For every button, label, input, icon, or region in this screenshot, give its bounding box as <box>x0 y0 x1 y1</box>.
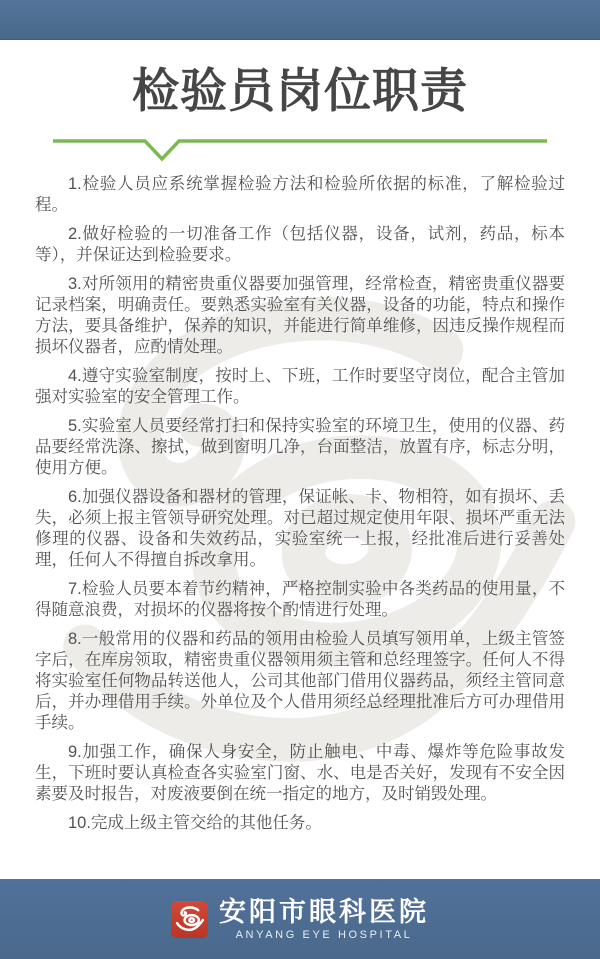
duty-paragraph-8: 8.一般常用的仪器和药品的领用由检验人员填写领用单，上级主管签字后，在库房领取，精密贵重仪器领用须主管和总经理签字。任何人不得将实验室任何物品转送他人，公司其他部门借用仪器药品，须经主管同意后，并办理借用手续。外单位及个人借用须经总经理批准后方可办理借用手续。 <box>35 630 565 732</box>
top-bar <box>0 0 600 40</box>
duty-paragraph-10: 10.完成上级主管交给的其他任务。 <box>68 814 322 832</box>
duty-list <box>35 174 565 842</box>
hospital-name-zh: 安阳市眼科医院 <box>219 896 429 927</box>
duty-paragraph-3: 3.对所领用的精密贵重仪器要加强管理，经常检查，精密贵重仪器要记录档案，明确责任。要熟悉实验室有关仪器，设备的功能，特点和操作方法，要具备维护，保养的知识，并能进行简单维修，因违反操作规程而损坏仪器者，应酌情处理。 <box>35 275 565 356</box>
duty-paragraph-6: 6.加强仪器设备和器材的管理，保证帐、卡、物相符，如有损坏、丢失，必须上报主管领导研究处理。对已超过规定使用年限、损坏严重无法修理的仪器、设备和失效药品，实验室统一上报，经批准后进行妥善处理，任何人不得擅自拆改拿用。 <box>35 488 565 569</box>
duty-paragraph-9: 9.加强工作，确保人身安全，防止触电、中毒、爆炸等危险事故发生，下班时要认真检查各实验室门窗、水、电是否关好，发现有不安全因素要及时报告，对废液要倒在统一指定的地方，及时销毁处理。 <box>35 743 565 803</box>
duty-paragraph-7: 7.检验人员要本着节约精神，严格控制实验中各类药品的使用量，不得随意浪费，对损坏的仪器将按个酌情进行处理。 <box>35 580 565 619</box>
hospital-name-en: ANYANG EYE HOSPITAL <box>235 928 413 941</box>
duty-paragraph-1: 1.检验人员应系统掌握检验方法和检验所依据的标准，了解检验过程。 <box>35 175 565 214</box>
chevron-down-divider-icon <box>53 138 547 164</box>
hospital-logo-lockup <box>171 897 429 942</box>
page-title: 检验员岗位职责 <box>132 64 468 117</box>
footer-bar <box>0 879 600 959</box>
eye-logo-icon <box>171 901 208 938</box>
duty-paragraph-2: 2.做好检验的一切准备工作（包括仪器，设备，试剂，药品，标本等），并保证达到检验要求。 <box>35 225 565 264</box>
hospital-name-block <box>219 897 429 942</box>
duty-paragraph-4: 4.遵守实验室制度，按时上、下班，工作时要坚守岗位，配合主管加强对实验室的安全管理工作。 <box>35 367 565 406</box>
duty-paragraph-5: 5.实验室人员要经常打扫和保持实验室的环境卫生，使用的仪器、药品要经常洗涤、擦拭，做到窗明几净，台面整洁，放置有序，标志分明，使用方便。 <box>35 417 565 477</box>
